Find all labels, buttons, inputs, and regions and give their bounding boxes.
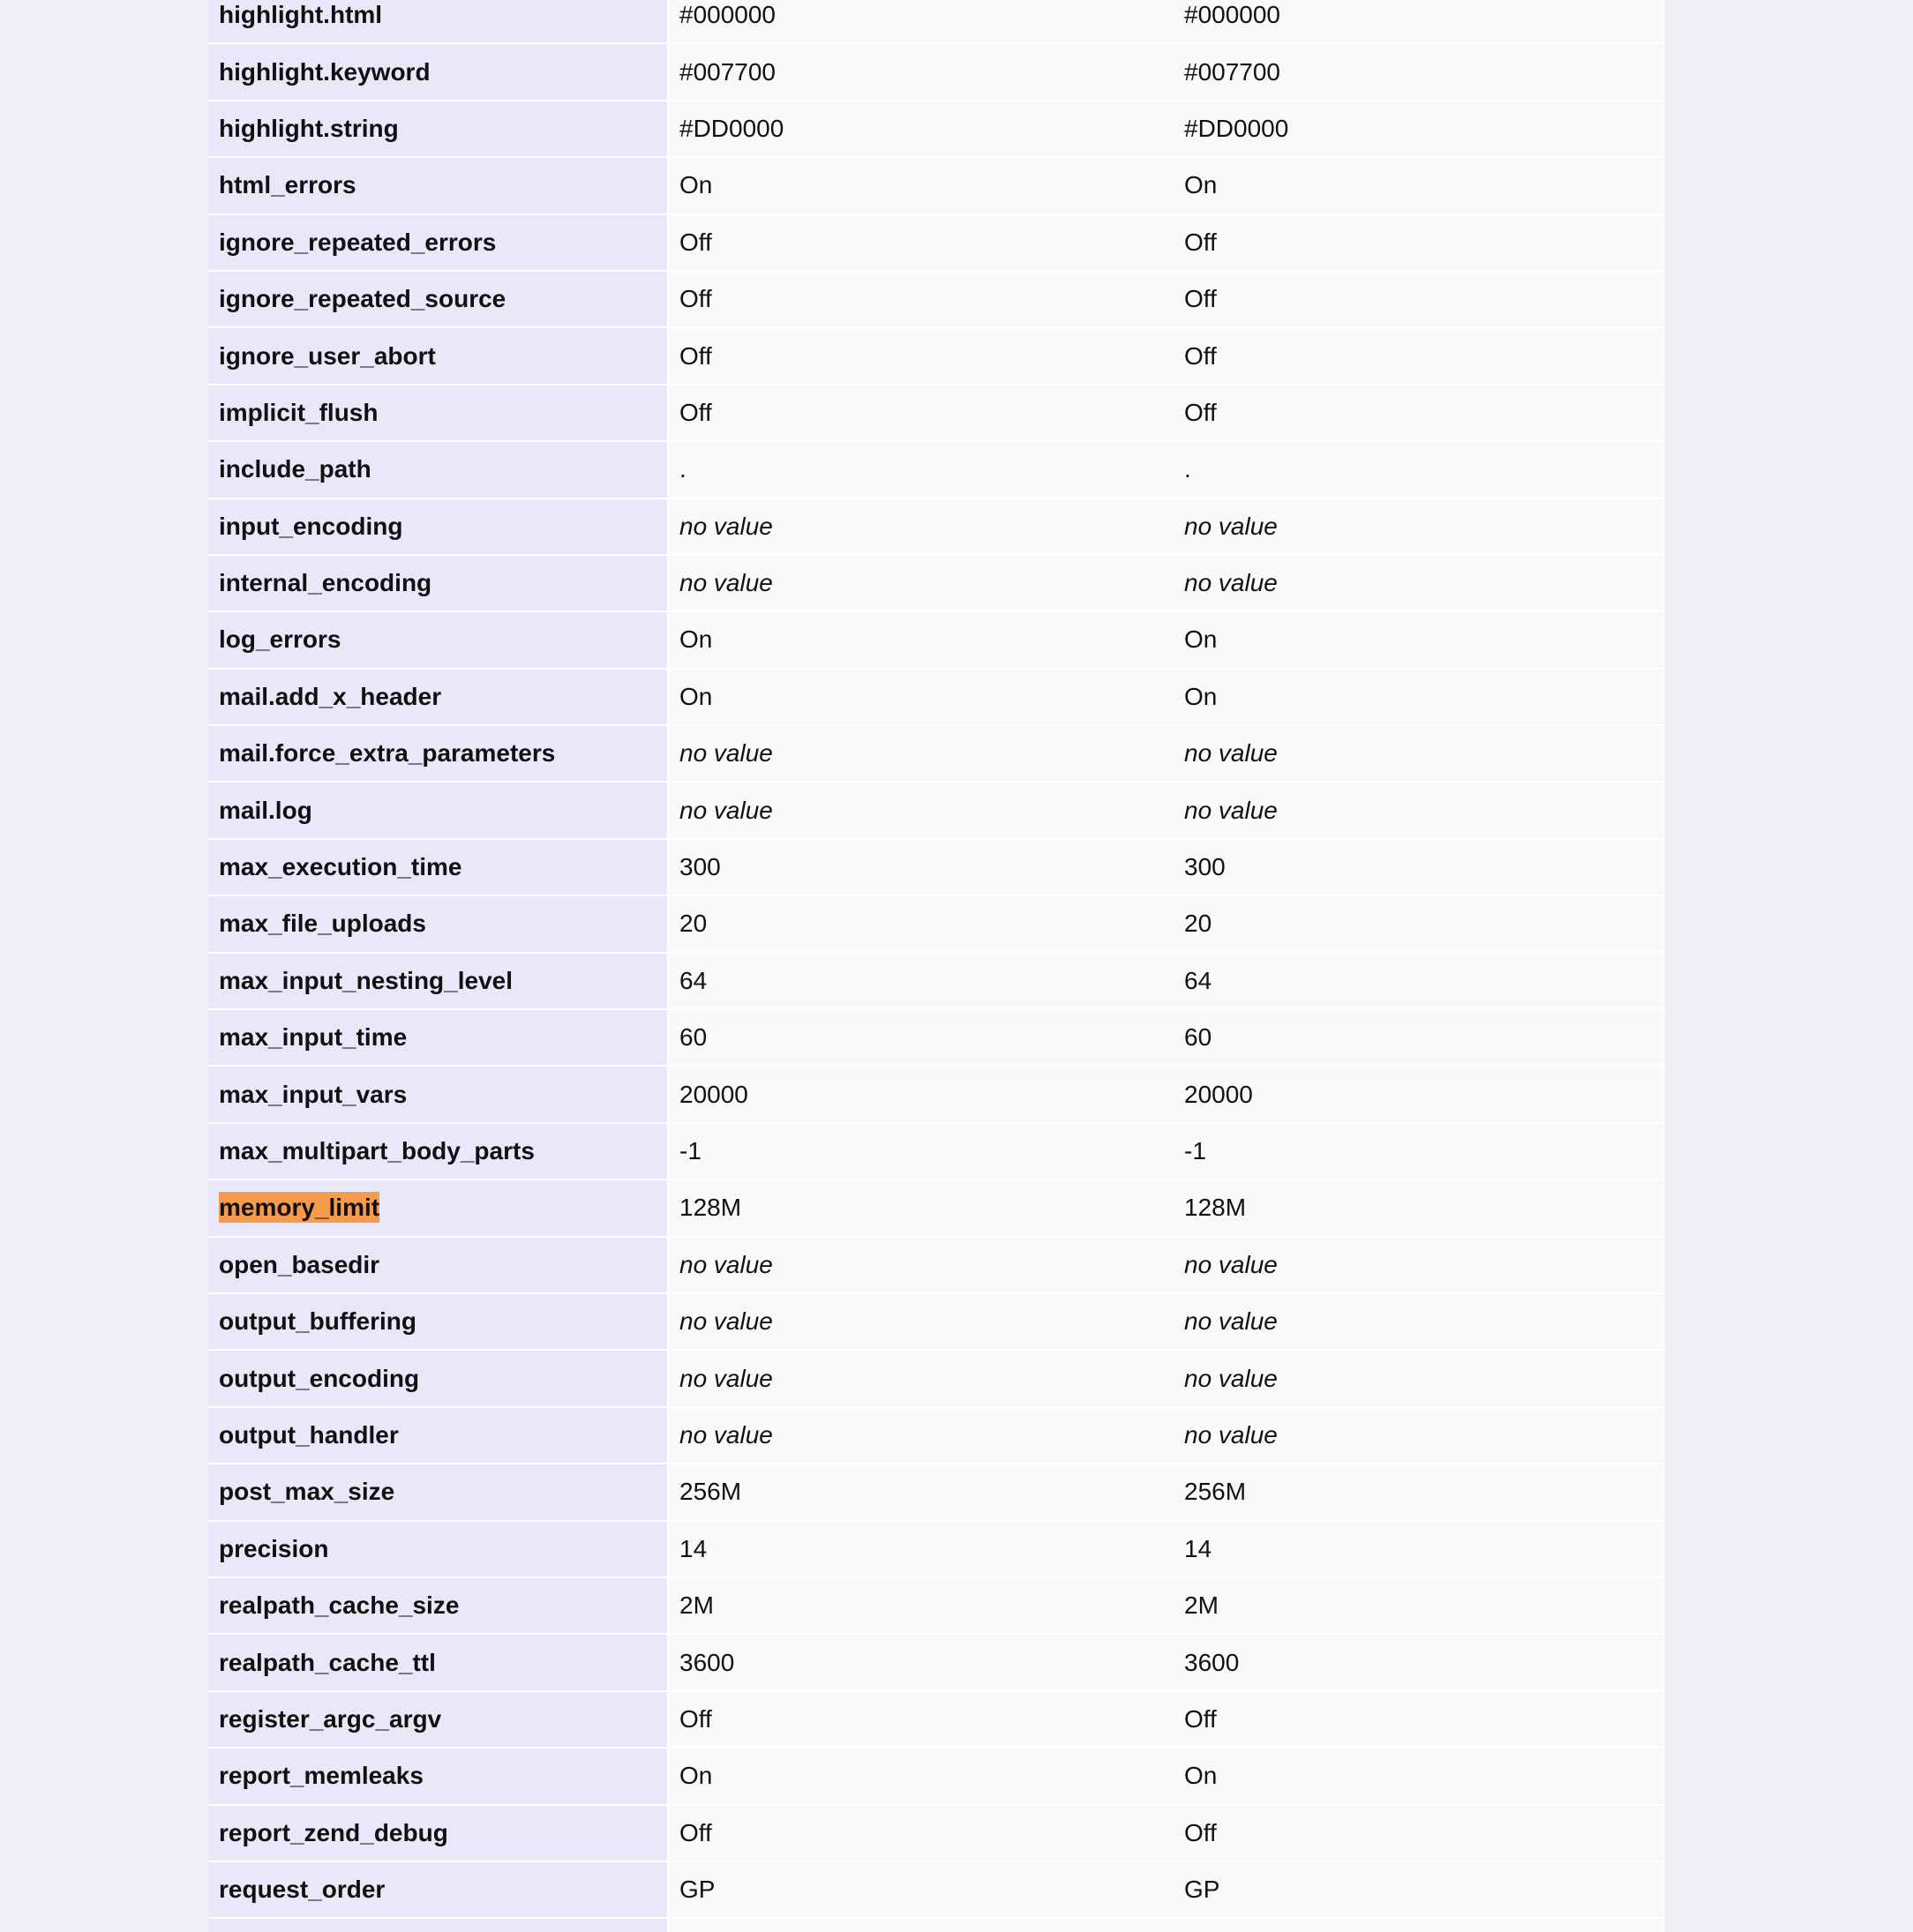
directive-name: implicit_flush [219, 398, 379, 426]
directive-row [208, 953, 1665, 1009]
master-value: no value [1167, 555, 1665, 611]
master-value: Off [1167, 1691, 1665, 1748]
local-value: no value [668, 1407, 1167, 1464]
local-value: 20 [668, 895, 1167, 952]
local-value: Off [668, 385, 1167, 441]
local-value [668, 1918, 1167, 1932]
directive-name: ignore_repeated_source [219, 285, 506, 313]
local-value: Off [668, 1691, 1167, 1748]
master-value: On [1167, 157, 1665, 213]
directive-name: mail.log [219, 796, 312, 824]
master-value: no value [1167, 725, 1665, 782]
directive-name-cell [208, 1521, 668, 1577]
directive-row [208, 555, 1665, 611]
local-value: 64 [668, 953, 1167, 1009]
directive-name: highlight.keyword [219, 57, 431, 86]
directive-row [208, 0, 1665, 43]
directive-row [208, 214, 1665, 271]
master-value: Off [1167, 1805, 1665, 1861]
local-value: 300 [668, 839, 1167, 895]
master-value: no value [1167, 1407, 1665, 1464]
directive-row [208, 271, 1665, 327]
master-value: Off [1167, 385, 1665, 441]
directive-name-cell [208, 1634, 668, 1690]
directive-name-cell [208, 271, 668, 327]
local-value: Off [668, 327, 1167, 384]
directive-name: realpath_cache_ttl [219, 1648, 436, 1676]
local-value: #000000 [668, 0, 1167, 43]
local-value: Off [668, 271, 1167, 327]
directive-name-cell [208, 1009, 668, 1066]
directive-name-cell [208, 1066, 668, 1122]
master-value [1167, 1918, 1665, 1932]
master-value: #DD0000 [1167, 101, 1665, 157]
directive-name: max_multipart_body_parts [219, 1137, 535, 1164]
directive-name: request_order [219, 1876, 386, 1904]
directive-name-cell [208, 385, 668, 441]
master-value: 14 [1167, 1521, 1665, 1577]
local-value: On [668, 669, 1167, 725]
master-value: no value [1167, 1350, 1665, 1406]
directive-name: post_max_size [219, 1478, 395, 1506]
directive-name: register_argc_argv [219, 1704, 442, 1733]
master-value: On [1167, 1748, 1665, 1804]
directive-name: ignore_repeated_errors [219, 228, 497, 256]
local-value: 256M [668, 1464, 1167, 1520]
directive-name-cell [208, 611, 668, 668]
directive-row [208, 1748, 1665, 1804]
directive-name-cell [208, 1577, 668, 1634]
local-value: no value [668, 782, 1167, 838]
master-value: #000000 [1167, 0, 1665, 43]
directive-name-cell [208, 1748, 668, 1804]
local-value: 128M [668, 1179, 1167, 1236]
master-value: 20000 [1167, 1066, 1665, 1122]
directive-name-cell [208, 1691, 668, 1748]
directive-name: input_encoding [219, 512, 403, 540]
directive-name-cell [208, 441, 668, 498]
directive-row [208, 1009, 1665, 1066]
directive-name: open_basedir [219, 1250, 380, 1278]
directive-row [208, 1066, 1665, 1122]
directive-row [208, 1293, 1665, 1350]
local-value: no value [668, 1293, 1167, 1350]
directive-name-cell [208, 1805, 668, 1861]
master-value: -1 [1167, 1123, 1665, 1179]
directive-name-cell [208, 669, 668, 725]
local-value: 20000 [668, 1066, 1167, 1122]
directive-name-cell [208, 1861, 668, 1918]
directive-name-cell [208, 1123, 668, 1179]
master-value: On [1167, 611, 1665, 668]
directive-row [208, 1521, 1665, 1577]
local-value: no value [668, 498, 1167, 555]
local-value: GP [668, 1861, 1167, 1918]
directive-row [208, 1407, 1665, 1464]
directive-name: output_encoding [219, 1364, 420, 1392]
directive-row [208, 157, 1665, 213]
directive-name: precision [219, 1534, 329, 1562]
directive-name: mail.add_x_header [219, 682, 442, 710]
directive-row [208, 1350, 1665, 1406]
local-value: Off [668, 1805, 1167, 1861]
directive-name-cell [208, 953, 668, 1009]
directive-name: html_errors [219, 171, 356, 199]
directive-name-cell [208, 725, 668, 782]
directive-name: ignore_user_abort [219, 341, 436, 370]
master-value: Off [1167, 271, 1665, 327]
directive-name: max_input_nesting_level [219, 966, 514, 994]
directive-name: internal_encoding [219, 569, 432, 597]
master-value: GP [1167, 1861, 1665, 1918]
directive-name-cell [208, 555, 668, 611]
master-value: #007700 [1167, 43, 1665, 100]
master-value: 300 [1167, 839, 1665, 895]
directive-name-cell [208, 498, 668, 555]
directive-row [208, 1577, 1665, 1634]
directive-name-cell [208, 0, 668, 43]
directive-name-search-match: memory_limit [219, 1194, 380, 1222]
directive-row [208, 1805, 1665, 1861]
master-value: . [1167, 441, 1665, 498]
master-value: no value [1167, 782, 1665, 838]
directive-name: output_buffering [219, 1307, 416, 1336]
directive-row [208, 839, 1665, 895]
local-value: 14 [668, 1521, 1167, 1577]
master-value: 64 [1167, 953, 1665, 1009]
directive-row [208, 1691, 1665, 1748]
directive-row [208, 1179, 1665, 1236]
directive-name-cell [208, 157, 668, 213]
directive-row [208, 101, 1665, 157]
directive-name: mail.force_extra_parameters [219, 739, 556, 768]
master-value: 2M [1167, 1577, 1665, 1634]
directive-name-cell [208, 1464, 668, 1520]
master-value: Off [1167, 214, 1665, 271]
master-value: 256M [1167, 1464, 1665, 1520]
directive-row [208, 782, 1665, 838]
directive-name: highlight.html [219, 0, 383, 28]
local-value: . [668, 441, 1167, 498]
directive-name-cell [208, 327, 668, 384]
master-value: no value [1167, 1293, 1665, 1350]
local-value: -1 [668, 1123, 1167, 1179]
directive-name: include_path [219, 455, 371, 483]
directive-row [208, 498, 1665, 555]
directive-row [208, 1634, 1665, 1690]
master-value: 20 [1167, 895, 1665, 952]
directive-row [208, 895, 1665, 952]
local-value: Off [668, 214, 1167, 271]
ini-directives-body [208, 0, 1665, 1932]
directive-name-cell [208, 1237, 668, 1293]
directive-name: report_memleaks [219, 1762, 424, 1790]
directive-row [208, 1237, 1665, 1293]
directive-name: max_file_uploads [219, 910, 426, 938]
local-value: On [668, 157, 1167, 213]
ini-directives-table [208, 0, 1665, 1932]
directive-name: report_zend_debug [219, 1818, 448, 1846]
directive-name-cell [208, 895, 668, 952]
directive-name-cell [208, 1918, 668, 1932]
master-value: no value [1167, 1237, 1665, 1293]
local-value: no value [668, 555, 1167, 611]
directive-name: realpath_cache_size [219, 1591, 460, 1620]
directive-row [208, 1123, 1665, 1179]
directive-name-cell [208, 1407, 668, 1464]
directive-row [208, 327, 1665, 384]
directive-row [208, 611, 1665, 668]
master-value: no value [1167, 498, 1665, 555]
directive-name: max_execution_time [219, 853, 462, 881]
master-value: 3600 [1167, 1634, 1665, 1690]
directive-row [208, 1861, 1665, 1918]
directive-name-cell [208, 43, 668, 100]
directive-row [208, 725, 1665, 782]
master-value: On [1167, 669, 1665, 725]
master-value: Off [1167, 327, 1665, 384]
directive-row [208, 385, 1665, 441]
local-value: no value [668, 725, 1167, 782]
directive-name: max_input_vars [219, 1080, 408, 1108]
directive-name: output_handler [219, 1420, 399, 1449]
directive-row [208, 441, 1665, 498]
directive-name: log_errors [219, 625, 341, 654]
master-value: 128M [1167, 1179, 1665, 1236]
local-value: no value [668, 1350, 1167, 1406]
local-value: #007700 [668, 43, 1167, 100]
local-value: On [668, 611, 1167, 668]
local-value: no value [668, 1237, 1167, 1293]
directive-name: highlight.string [219, 114, 399, 142]
directive-name-cell [208, 839, 668, 895]
directive-name: max_input_time [219, 1023, 408, 1052]
master-value: 60 [1167, 1009, 1665, 1066]
local-value: 3600 [668, 1634, 1167, 1690]
directive-row [208, 669, 1665, 725]
directive-row [208, 1464, 1665, 1520]
directive-row [208, 43, 1665, 100]
local-value: 2M [668, 1577, 1167, 1634]
local-value: 60 [668, 1009, 1167, 1066]
local-value: On [668, 1748, 1167, 1804]
directive-name-cell [208, 782, 668, 838]
directive-name-cell [208, 214, 668, 271]
directive-name-cell [208, 1293, 668, 1350]
directive-name-cell [208, 1179, 668, 1236]
local-value: #DD0000 [668, 101, 1167, 157]
directive-name-cell [208, 1350, 668, 1406]
directive-row [208, 1918, 1665, 1932]
directive-name-cell [208, 101, 668, 157]
